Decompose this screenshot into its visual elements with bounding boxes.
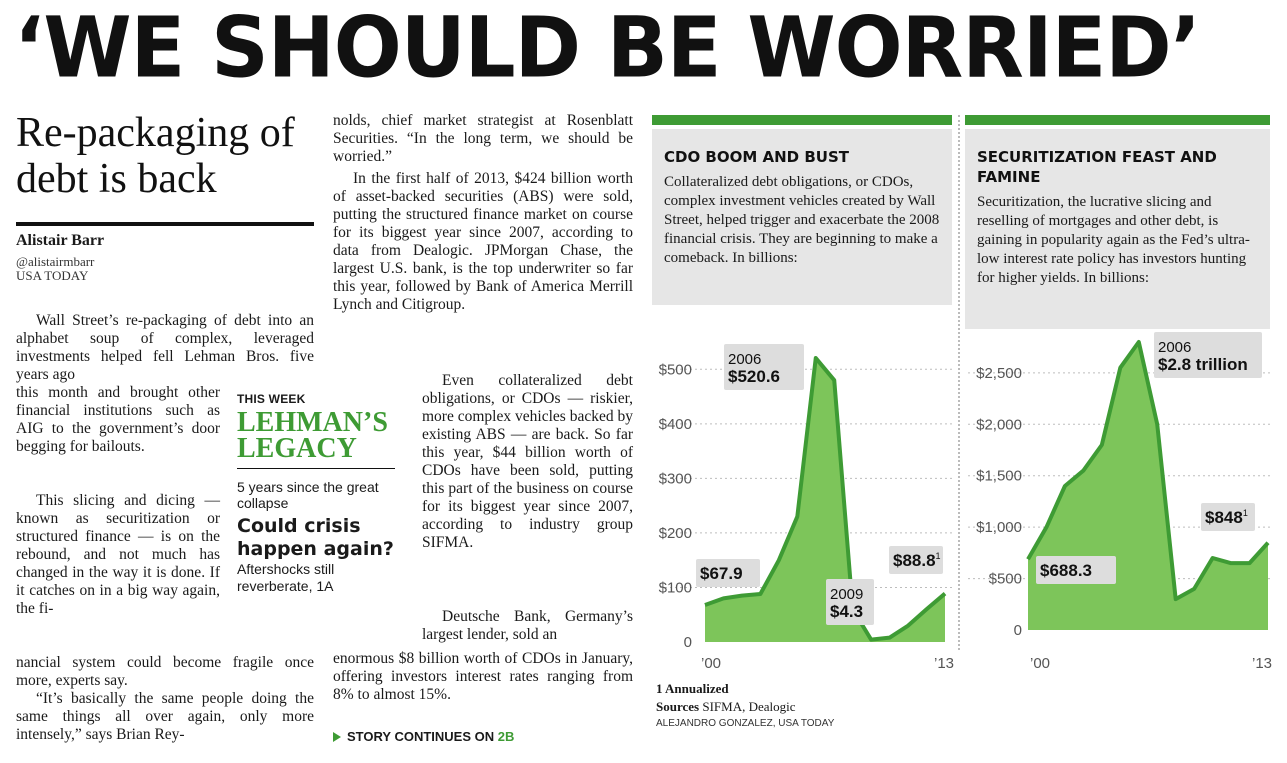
byline-outlet: USA TODAY (16, 268, 89, 283)
data-label: $\$848^1$ (1205, 508, 1248, 527)
article-paragraph: “It’s basically the same people doing the same things all over again, only more intensely,” says Brian Rey- (16, 690, 314, 743)
cdo-area-chart (659, 344, 954, 672)
x-tick-label: ’00 (700, 655, 722, 672)
y-tick-label: $1,000 (976, 519, 1022, 537)
article-paragraph: nolds, chief market strategist at Rosenblatt Securities. “In the long term, we should be worried.” (333, 112, 633, 165)
area-fill (705, 358, 945, 642)
promo-kicker: THIS WEEK (237, 392, 306, 406)
article-paragraph: nancial system could become fragile once more, experts say. (16, 654, 314, 689)
y-tick-label: $100 (658, 579, 692, 597)
y-tick-label: $2,000 (976, 416, 1022, 434)
data-label: 2006 (728, 351, 762, 368)
article-paragraph: Wall Street’s re-packaging of debt into an alphabet soup of complex, leveraged investments helped fell Lehman Bros. five years ago (16, 312, 314, 383)
sources-label: Sources (656, 699, 700, 714)
y-tick-label: $500 (988, 570, 1022, 588)
article-paragraph: Even collateralized debt obligations, or CDOs — riskier, more complex vehicles backed by existing ABS — are back. So far this year, $44 billion worth of CDOs have been sold, putting this part of the business on course for its biggest year since 2007, according to industry group SIFMA. (422, 372, 633, 551)
data-label: $88.8$^1$ (893, 551, 941, 570)
y-tick-label: $200 (658, 524, 692, 542)
data-label: $2.8 trillion (1158, 355, 1248, 374)
chart1-description: Collateralized debt obligations, or CDOs, complex investment vehicles created by Wall Street, helped trigger and exacerbate the 2008 financial crisis. They are beginning to make a comeback. In billions: (664, 174, 940, 266)
footnote-sources (656, 698, 834, 716)
continues-label: STORY CONTINUES ON (347, 729, 495, 744)
chart1-title: CDO BOOM AND BUST (664, 148, 850, 166)
data-label: $688.3 (1040, 561, 1092, 580)
article-subhead: Re-packaging of debt is back (16, 110, 295, 202)
y-tick-label: 0 (1013, 622, 1022, 639)
promo-question: Could crisis happen again? (237, 515, 394, 560)
y-tick-label: $2,500 (976, 364, 1022, 382)
promo-title: LEHMAN’S LEGACY (237, 407, 388, 464)
byline-handle[interactable]: @alistairmbarr (16, 254, 95, 269)
chart-footnotes (656, 680, 834, 732)
article-paragraph: Deutsche Bank, Germany’s largest lender, sold an (422, 608, 633, 643)
sources-text: SIFMA, Dealogic (702, 699, 796, 714)
data-label: 2006 (1158, 339, 1192, 356)
chart2-title: SECURITIZATION FEAST AND FAMINE (977, 148, 1217, 186)
x-tick-label: ’00 (1029, 655, 1051, 672)
x-tick-label: ’13 (933, 655, 955, 672)
byline-author: Alistair Barr (16, 232, 105, 249)
data-label: $520.6 (728, 367, 780, 386)
article-paragraph: This slicing and dicing — known as securitization or structured finance — is on the rebound, and not much has changed in the way it is done. If it catches on in a big way again, the fi- (16, 492, 220, 617)
data-label: $67.9 (700, 564, 743, 583)
securitization-area-chart (968, 332, 1272, 672)
y-tick-label: $500 (658, 361, 692, 379)
article-paragraph: enormous $8 billion worth of CDOs in January, offering investors interest rates ranging from 8% to almost 15%. (333, 650, 633, 703)
article-paragraph: In the first half of 2013, $424 billion worth of asset-backed securities (ABS) were sold, putting the structured finance market on course for its biggest year since 2007, according to data from Dealogic. JPMorgan Chase, the largest U.S. bank, is the top underwriter so far this year, followed by Bank of America Merrill Lynch and Citigroup. (333, 170, 633, 313)
continues-page: 2B (497, 729, 515, 744)
promo-years: 5 years since the great collapse (237, 479, 379, 511)
data-label: 2009 (830, 586, 864, 603)
x-tick-label: ’13 (1251, 655, 1273, 672)
footnote-annualized: 1 Annualized (656, 681, 729, 696)
y-tick-label: $1,500 (976, 467, 1022, 485)
article-paragraph: this month and brought other financial institutions such as AIG to the government’s door begging for bailouts. (16, 384, 220, 455)
headline: ‘WE SHOULD BE WORRIED’ (14, 0, 1201, 97)
y-tick-label: 0 (683, 634, 692, 651)
chart2-description: Securitization, the lucrative slicing and reselling of mortgages and other debt, is gaining in popularity again as the Fed’s ultra-low interest rate policy has investors hunting for higher yields. In billions: (977, 194, 1250, 286)
data-label: $4.3 (830, 602, 864, 621)
promo-teaser: Aftershocks still reverberate, 1A (237, 561, 335, 594)
y-tick-label: $400 (658, 415, 692, 433)
y-tick-label: $300 (658, 470, 692, 488)
graphic-credit: ALEJANDRO GONZALEZ, USA TODAY (656, 718, 835, 729)
